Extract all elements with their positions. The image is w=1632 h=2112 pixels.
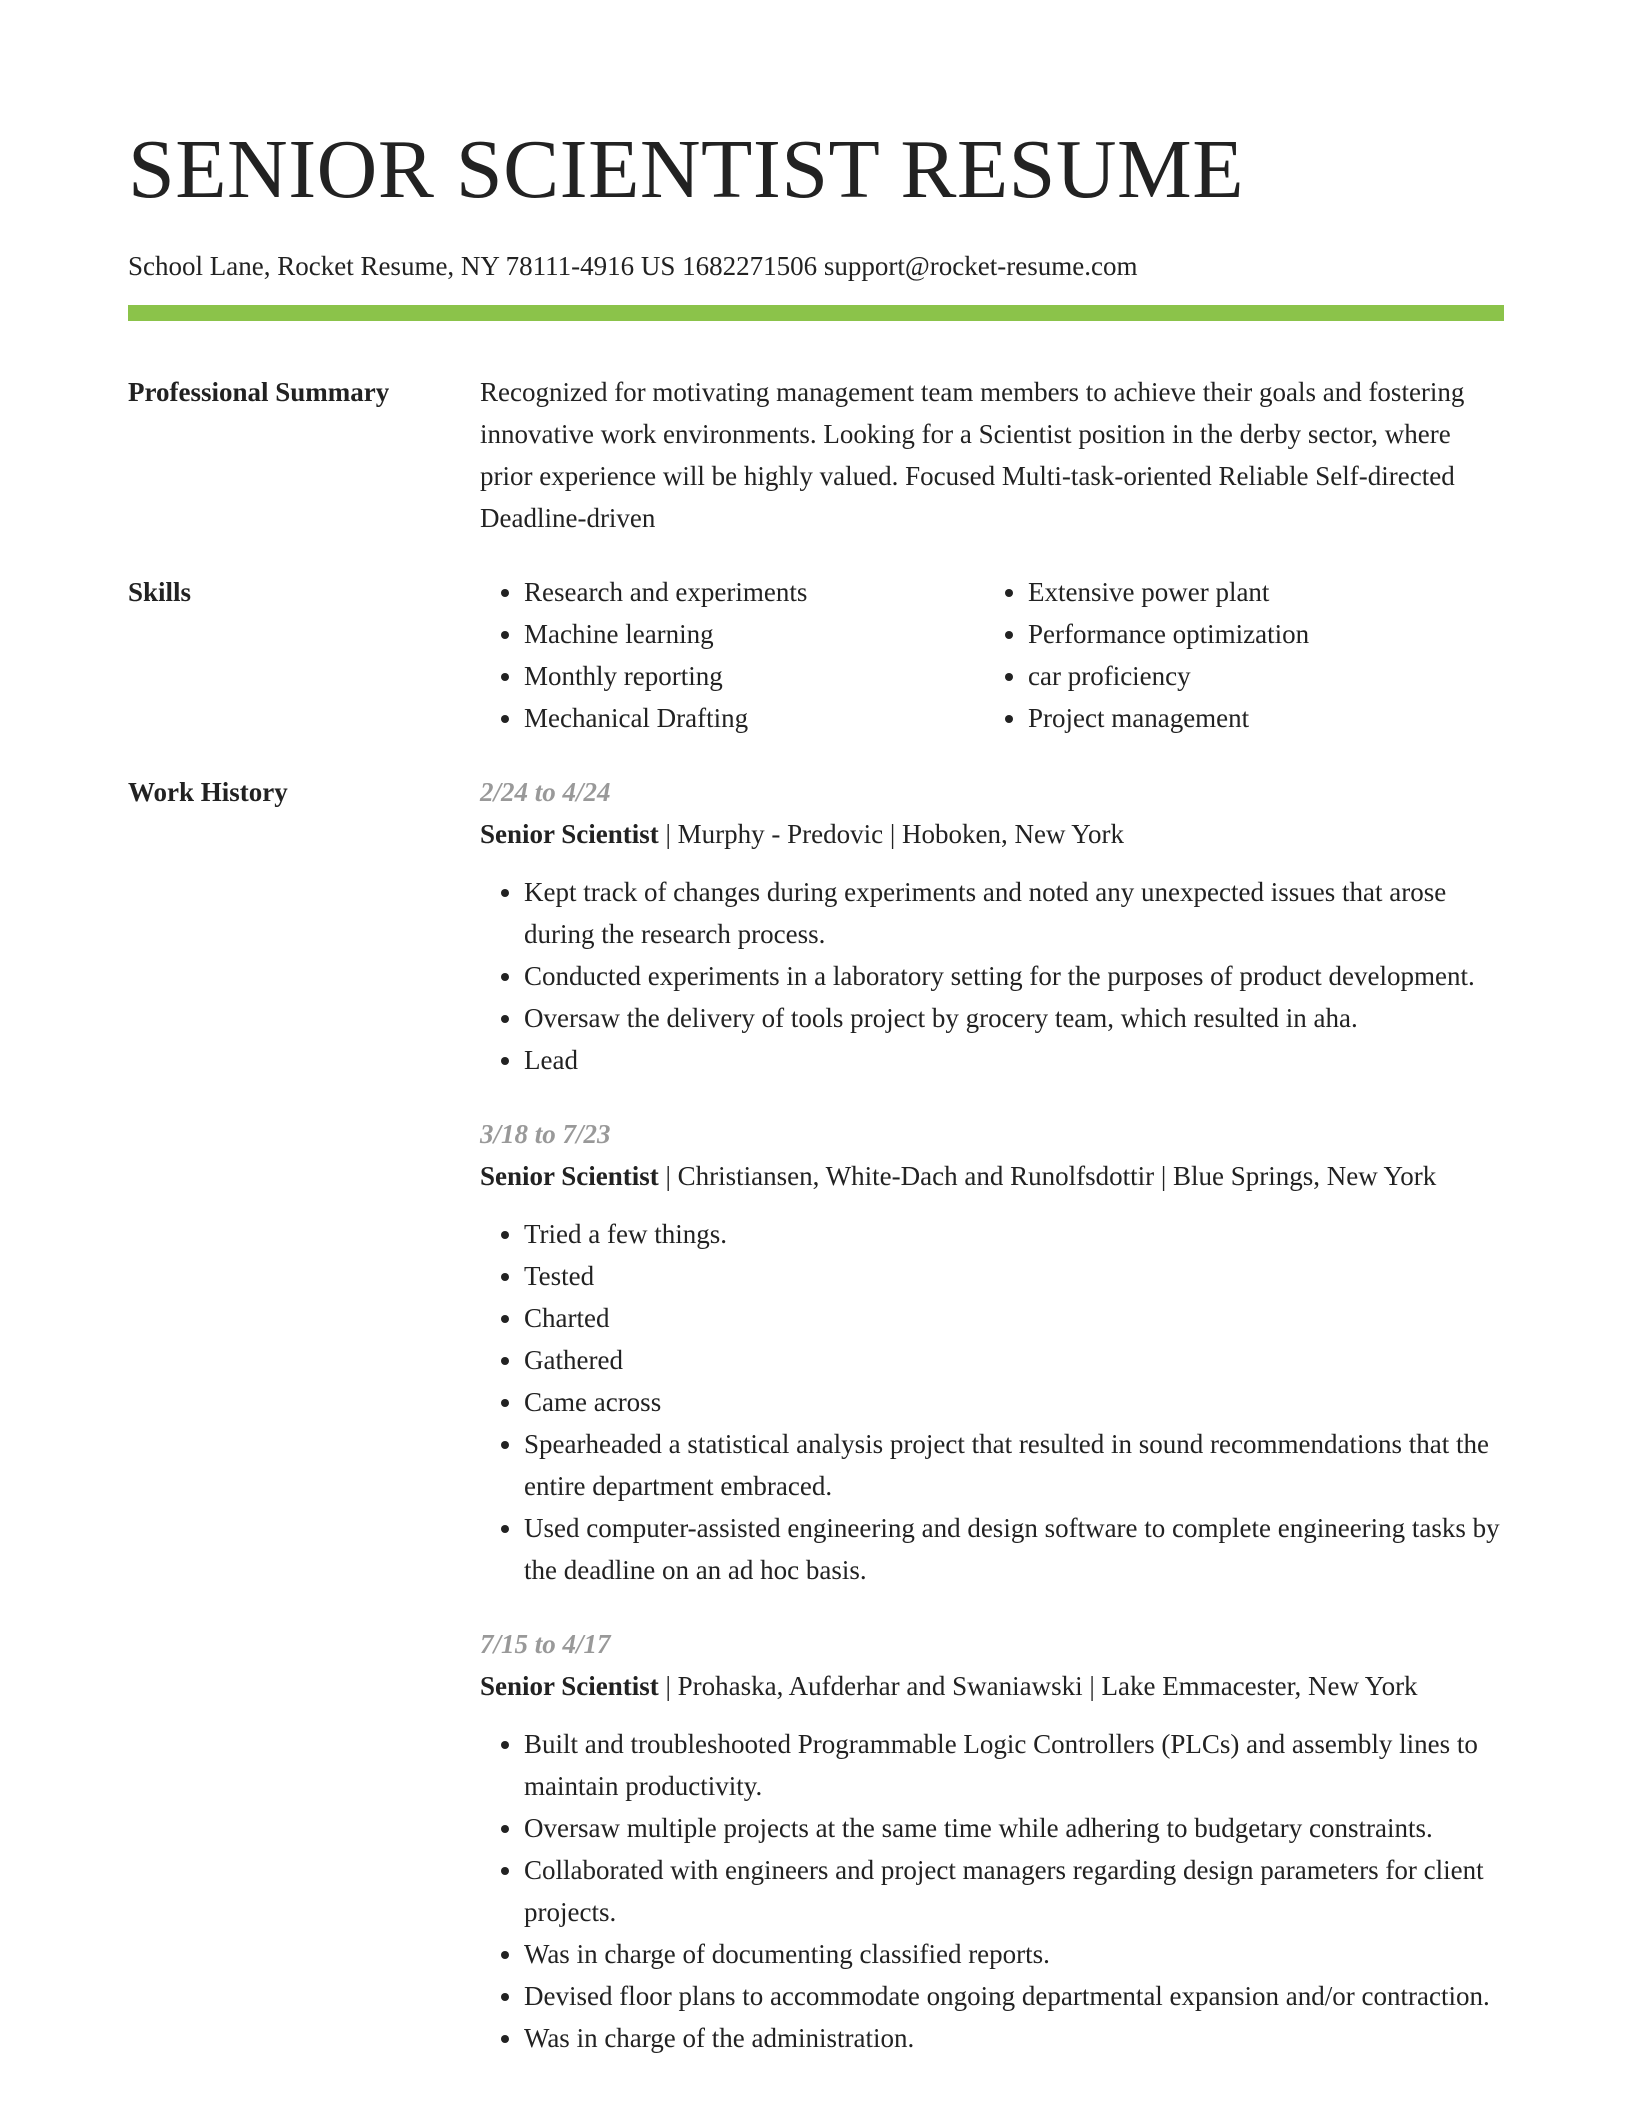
job-entry bbox=[480, 771, 1504, 1081]
job-heading bbox=[480, 1665, 1504, 1707]
job-bullet: • Kept track of changes during experiments and noted any unexpected issues that arose during the research process. bbox=[524, 871, 1504, 955]
job-title: Senior Scientist bbox=[480, 1161, 659, 1191]
job-bullets bbox=[480, 1723, 1504, 2059]
skill-item: • Mechanical Drafting bbox=[524, 697, 984, 739]
skill-item: • car proficiency bbox=[1028, 655, 1488, 697]
job-company-location: | Prohaska, Aufderhar and Swaniawski | Lake Emmacester, New York bbox=[658, 1671, 1418, 1701]
skill-item: • Research and experiments bbox=[524, 571, 984, 613]
job-bullet: • Spearheaded a statistical analysis project that resulted in sound recommendations that the entire department embraced. bbox=[524, 1423, 1504, 1507]
job-bullet: • Built and troubleshooted Programmable Logic Controllers (PLCs) and assembly lines to maintain productivity. bbox=[524, 1723, 1504, 1807]
section-title: Professional Summary bbox=[128, 377, 390, 407]
skills-column-left bbox=[480, 571, 984, 739]
skill-item: • Project management bbox=[1028, 697, 1488, 739]
skills-column-right bbox=[984, 571, 1488, 739]
job-title: Senior Scientist bbox=[480, 1671, 659, 1701]
job-bullet: • Came across bbox=[524, 1381, 1504, 1423]
resume-title: SENIOR SCIENTIST RESUME bbox=[128, 123, 1245, 216]
job-bullet: • Oversaw multiple projects at the same time while adhering to budgetary constraints. bbox=[524, 1807, 1504, 1849]
skill-item: • Extensive power plant bbox=[1028, 571, 1488, 613]
job-bullet: • Charted bbox=[524, 1297, 1504, 1339]
job-bullet: • Tried a few things. bbox=[524, 1213, 1504, 1255]
jobs-list bbox=[480, 771, 1504, 2059]
job-heading bbox=[480, 813, 1504, 855]
job-bullets bbox=[480, 1213, 1504, 1591]
summary-text: Recognized for motivating management team members to achieve their goals and fostering innovative work environments. Looking for a Scientist position in the derby sector, where prior experience will be highly valued. Focused Multi-task-oriented Reliable Self-directed Deadline-driven bbox=[480, 377, 1465, 533]
job-date: 2/24 to 4/24 bbox=[480, 777, 611, 807]
job-bullet: • Was in charge of documenting classified reports. bbox=[524, 1933, 1504, 1975]
job-bullet: • Gathered bbox=[524, 1339, 1504, 1381]
job-company-location: | Christiansen, White-Dach and Runolfsdottir | Blue Springs, New York bbox=[658, 1161, 1437, 1191]
job-date: 3/18 to 7/23 bbox=[480, 1119, 611, 1149]
skill-item: • Performance optimization bbox=[1028, 613, 1488, 655]
professional-summary-section bbox=[128, 371, 1504, 539]
job-bullet: • Collaborated with engineers and project managers regarding design parameters for client projects. bbox=[524, 1849, 1504, 1933]
skills-section bbox=[128, 571, 1504, 739]
job-heading bbox=[480, 1155, 1504, 1197]
job-entry bbox=[480, 1113, 1504, 1591]
resume-page bbox=[128, 0, 1504, 2059]
job-entry bbox=[480, 1623, 1504, 2059]
job-bullet: • Conducted experiments in a laboratory setting for the purposes of product development. bbox=[524, 955, 1504, 997]
section-title: Work History bbox=[128, 777, 288, 807]
job-bullet: • Was in charge of the administration. bbox=[524, 2017, 1504, 2059]
skill-item: • Machine learning bbox=[524, 613, 984, 655]
contact-info: School Lane, Rocket Resume, NY 78111-4916 US 1682271506 support@rocket-resume.com bbox=[128, 251, 1138, 281]
skill-item: • Monthly reporting bbox=[524, 655, 984, 697]
skills-grid bbox=[480, 571, 1504, 739]
job-date: 7/15 to 4/17 bbox=[480, 1629, 611, 1659]
job-bullets bbox=[480, 871, 1504, 1081]
job-title: Senior Scientist bbox=[480, 819, 659, 849]
job-bullet: • Used computer-assisted engineering and design software to complete engineering tasks by the deadline on an ad hoc basis. bbox=[524, 1507, 1504, 1591]
work-history-section bbox=[128, 771, 1504, 2059]
job-bullet: • Oversaw the delivery of tools project by grocery team, which resulted in aha. bbox=[524, 997, 1504, 1039]
job-bullet: • Lead bbox=[524, 1039, 1504, 1081]
job-bullet: • Devised floor plans to accommodate ongoing departmental expansion and/or contraction. bbox=[524, 1975, 1504, 2017]
job-bullet: • Tested bbox=[524, 1255, 1504, 1297]
header-divider bbox=[128, 305, 1504, 321]
job-company-location: | Murphy - Predovic | Hoboken, New York bbox=[658, 819, 1125, 849]
section-title: Skills bbox=[128, 577, 192, 607]
